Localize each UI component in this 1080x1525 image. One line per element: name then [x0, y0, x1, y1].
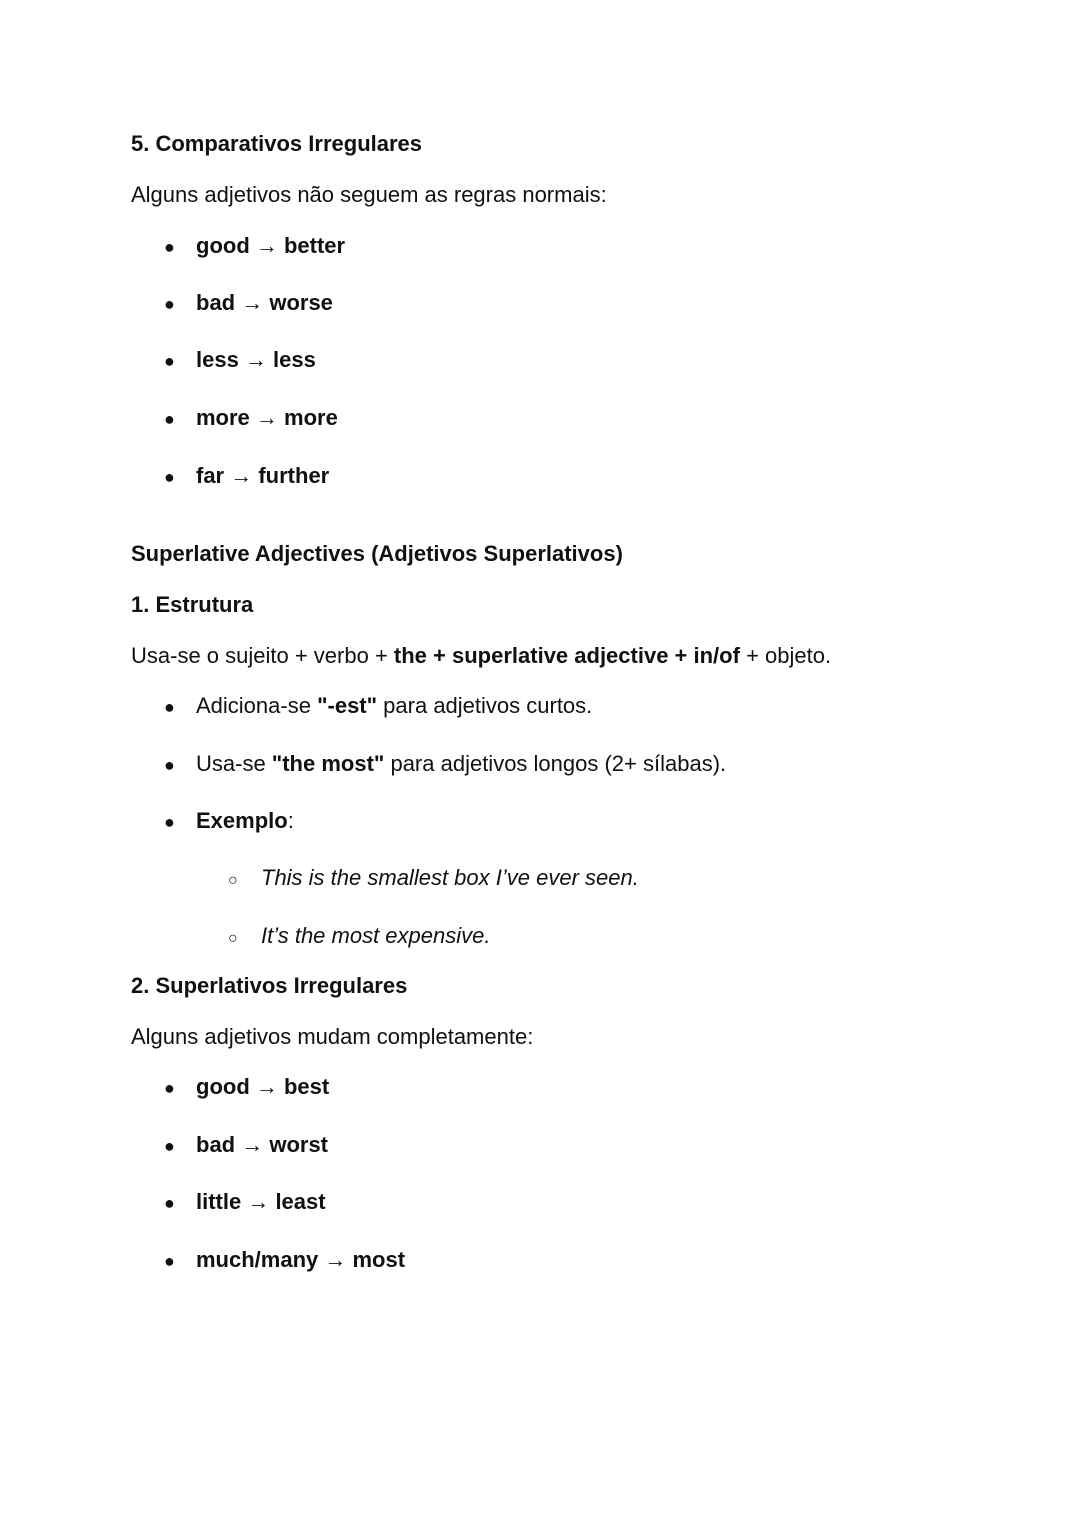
bullet-icon: ●: [164, 812, 175, 832]
bullet-icon: ●: [164, 1251, 175, 1271]
list-item: ● bad → worst: [164, 1131, 328, 1160]
list-item: ● little → least: [164, 1188, 326, 1217]
list-item: ● less → less: [164, 346, 316, 375]
list-item: ● bad → worse: [164, 289, 333, 318]
paragraph: Alguns adjetivos mudam completamente:: [131, 1024, 534, 1049]
list-item: ● far → further: [164, 462, 329, 491]
section-heading: Superlative Adjectives (Adjetivos Superlativos): [131, 541, 623, 566]
bullet-icon: ●: [164, 409, 175, 429]
bullet-icon: ●: [164, 467, 175, 487]
list-item: ● good → best: [164, 1073, 329, 1102]
sub-list-item: ○ It’s the most expensive.: [228, 922, 491, 953]
bullet-icon: ●: [164, 351, 175, 371]
subsection-heading: 1. Estrutura: [131, 592, 254, 617]
list-item: ● good → better: [164, 232, 345, 261]
list-item: ● Usa-se "the most" para adjetivos longos (2+ sílabas).: [164, 750, 726, 779]
bullet-icon: ●: [164, 697, 175, 717]
bullet-icon: ●: [164, 294, 175, 314]
paragraph: Alguns adjetivos não seguem as regras normais:: [131, 182, 607, 207]
list-item: ● more → more: [164, 404, 338, 433]
subsection-heading: 2. Superlativos Irregulares: [131, 973, 408, 998]
list-item: ● Adiciona-se "-est" para adjetivos curtos.: [164, 692, 592, 721]
bullet-icon: ●: [164, 1136, 175, 1156]
bullet-icon: ●: [164, 237, 175, 257]
paragraph: Usa-se o sujeito + verbo + the + superlative adjective + in/of + objeto.: [131, 643, 832, 668]
circle-bullet-icon: ○: [228, 930, 238, 947]
bullet-icon: ●: [164, 1193, 175, 1213]
bullet-icon: ●: [164, 1078, 175, 1098]
list-item: ● much/many → most: [164, 1246, 405, 1275]
bullet-icon: ●: [164, 755, 175, 775]
section-heading: 5. Comparativos Irregulares: [131, 131, 423, 156]
sub-list-item: ○ This is the smallest box I’ve ever seen.: [228, 864, 639, 895]
list-item: ● Exemplo:: [164, 807, 294, 836]
circle-bullet-icon: ○: [228, 872, 238, 889]
